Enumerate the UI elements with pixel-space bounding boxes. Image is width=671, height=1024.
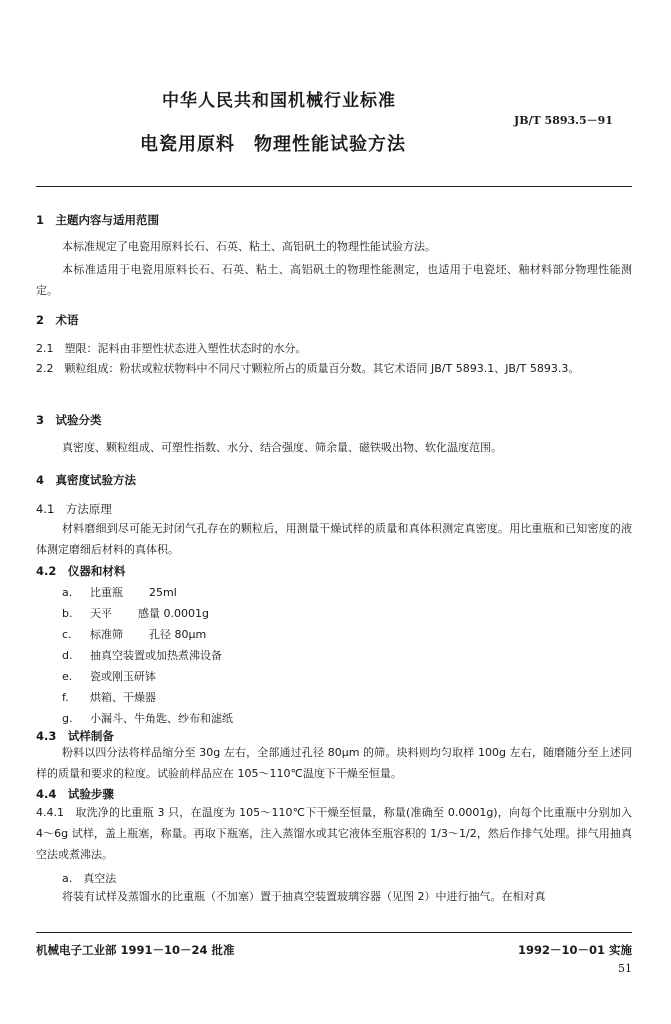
list-item-value: 天平 xyxy=(90,607,112,620)
list-item-key: f. xyxy=(62,691,69,704)
list-item-value: 小漏斗、牛角匙、纱布和滤纸 xyxy=(90,712,233,725)
list-item xyxy=(62,689,156,705)
list-item xyxy=(62,668,156,684)
method-a-para: 将装有试样及蒸馏水的比重瓶（不加塞）置于抽真空装置玻璃容器（见图 2）中进行抽气。在相对真 xyxy=(62,890,546,903)
section-1-heading: 1 主题内容与适用范围 xyxy=(36,213,160,227)
list-item-spec: 感量 0.0001g xyxy=(138,607,209,620)
list-item-key: b. xyxy=(62,607,73,620)
standard-number: JB/T 5893.5－91 xyxy=(514,114,613,127)
section-1-para-2: 本标准适用于电瓷用原料长石、石英、粘土、高铝矾土的物理性能测定，也适用于电瓷坯、釉材料部分物理性能测定。 xyxy=(36,263,632,297)
list-item-key: g. xyxy=(62,712,73,725)
section-3-heading: 3 试验分类 xyxy=(36,413,102,427)
list-item-key: c. xyxy=(62,628,72,641)
header-rule xyxy=(36,186,632,187)
section-2-heading: 2 术语 xyxy=(36,313,79,327)
list-item xyxy=(62,710,233,726)
list-item-spec: 25ml xyxy=(149,586,177,599)
section-4-1-heading: 4.1 方法原理 xyxy=(36,502,112,516)
list-item-key: e. xyxy=(62,670,73,683)
footer-rule xyxy=(36,932,632,933)
list-item xyxy=(62,584,177,600)
approval-note: 机械电子工业部 1991－10－24 批准 xyxy=(36,943,235,957)
section-2-para-1: 2.1 塑限：泥料由非塑性状态进入塑性状态时的水分。 xyxy=(36,342,307,355)
method-a-heading: a. 真空法 xyxy=(62,872,117,885)
list-item-key: d. xyxy=(62,649,73,662)
list-item xyxy=(62,647,222,663)
list-item-value: 烘箱、干燥器 xyxy=(90,691,156,704)
list-item-value: 抽真空装置或加热煮沸设备 xyxy=(90,649,222,662)
document-title: 电瓷用原料 物理性能试验方法 xyxy=(140,134,406,155)
effective-date: 1992－10－01 实施 xyxy=(517,943,632,957)
list-item xyxy=(62,626,206,642)
list-item-key: a. xyxy=(62,586,73,599)
section-2-para-2: 2.2 颗粒组成：粉状或粒状物料中不同尺寸颗粒所占的质量百分数。其它术语同 JB/T 5893.1、JB/T 5893.3。 xyxy=(36,362,580,375)
section-4-2-heading: 4.2 仪器和材料 xyxy=(36,564,126,578)
list-item-value: 标准筛 xyxy=(90,628,123,641)
section-4-3-para: 粉料以四分法将样品缩分至 30g 左右，全部通过孔径 80μm 的筛。块料则均匀取样 100g 左右，随磨随分至上述同样的质量和要求的粒度。试验前样品应在 105～110℃温度下干燥至恒量。 xyxy=(36,746,632,780)
section-4-1-para: 材料磨细到尽可能无封闭气孔存在的颗粒后，用测量干燥试样的质量和真体积测定真密度。用比重瓶和已知密度的液体测定磨细后材料的真体积。 xyxy=(36,522,632,556)
page-number: 51 xyxy=(618,962,632,975)
section-4-4-heading: 4.4 试验步骤 xyxy=(36,787,114,801)
list-item-spec: 孔径 80μm xyxy=(149,628,207,641)
list-item-value: 瓷或刚玉研钵 xyxy=(90,670,156,683)
section-1-para-1: 本标准规定了电瓷用原料长石、石英、粘土、高铝矾土的物理性能试验方法。 xyxy=(62,240,436,253)
list-item-value: 比重瓶 xyxy=(90,586,123,599)
section-4-3-heading: 4.3 试样制备 xyxy=(36,729,114,743)
section-4-4-1-para: 4.4.1 取洗净的比重瓶 3 只，在温度为 105～110℃下干燥至恒量，称量(准确至 0.0001g)，向每个比重瓶中分别加入 4～6g 试样，盖上瓶塞，称量。再取下瓶塞，注入蒸馏水或其它液体至瓶容积的 1/3～1/2，然后作排气处理。排气用抽真空法或煮沸法。 xyxy=(36,806,632,861)
section-4-heading: 4 真密度试验方法 xyxy=(36,473,137,487)
list-item xyxy=(62,605,209,621)
standard-category: 中华人民共和国机械行业标准 xyxy=(162,91,396,111)
section-3-para-1: 真密度、颗粒组成、可塑性指数、水分、结合强度、筛余量、磁铁吸出物、软化温度范围。 xyxy=(62,441,502,454)
